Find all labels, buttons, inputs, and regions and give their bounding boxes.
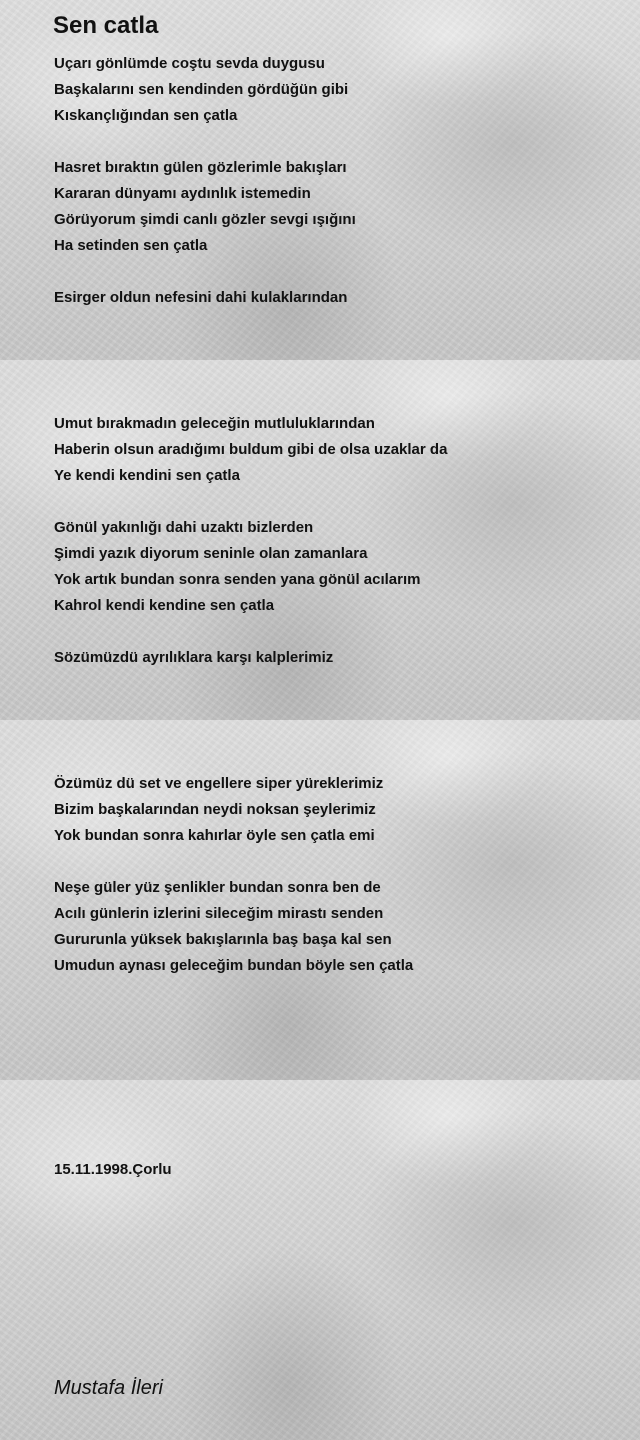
stanza — [54, 875, 413, 979]
stanza — [54, 645, 333, 671]
poem-line: Umut bırakmadın geleceğin mutluluklarından — [54, 415, 375, 432]
poem-line: Umudun aynası geleceğim bundan böyle sen çatla — [54, 957, 414, 974]
poem-line: Başkalarını sen kendinden gördüğün gibi — [54, 81, 349, 98]
poem-line: Bizim başkalarından neydi noksan şeylerimiz — [54, 801, 376, 818]
stanza — [54, 515, 420, 619]
poem-line: Gururunla yüksek bakışlarınla baş başa kal sen — [54, 931, 392, 948]
poem-line: Neşe güler yüz şenlikler bundan sonra ben de — [54, 879, 381, 896]
poem-line: Acılı günlerin izlerini sileceğim mirastı senden — [54, 905, 384, 922]
poem-line: Özümüz dü set ve engellere siper yüreklerimiz — [54, 775, 384, 792]
poem-line: Sözümüzdü ayrılıklara karşı kalplerimiz — [54, 649, 334, 666]
date-block — [54, 1157, 172, 1183]
poem-panel-3 — [0, 720, 640, 1080]
stanza — [54, 771, 383, 849]
poem-line: Şimdi yazık diyorum seninle olan zamanlara — [54, 545, 368, 562]
poem-author: Mustafa İleri — [54, 1377, 163, 1399]
poem-line: Uçarı gönlümde coştu sevda duygusu — [54, 55, 325, 72]
stanza — [54, 285, 347, 311]
poem-panel-2 — [0, 360, 640, 720]
poem-line: Görüyorum şimdi canlı gözler sevgi ışığını — [54, 211, 356, 228]
poem-line: Yok bundan sonra kahırlar öyle sen çatla emi — [54, 827, 375, 844]
poem-line: Hasret bıraktın gülen gözlerimle bakışları — [54, 159, 347, 176]
poem-panel-1 — [0, 0, 640, 360]
poem-line: Haberin olsun aradığımı buldum gibi de olsa uzaklar da — [54, 441, 448, 458]
poem-line: Yok artık bundan sonra senden yana gönül acılarım — [54, 571, 421, 588]
poem-line: Gönül yakınlığı dahi uzaktı bizlerden — [54, 519, 314, 536]
poem-title: Sen catla — [53, 12, 159, 39]
poem-line: Kararan dünyamı aydınlık istemedin — [54, 185, 311, 202]
stanza — [54, 51, 348, 129]
poem-line: Esirger oldun nefesini dahi kulaklarından — [54, 289, 348, 306]
poem-line: Kahrol kendi kendine sen çatla — [54, 597, 275, 614]
poem-line: Ha setinden sen çatla — [54, 237, 208, 254]
stanza — [54, 155, 356, 259]
poem-date: 15.11.1998.Çorlu — [54, 1161, 172, 1178]
poem-line: Kıskançlığından sen çatla — [54, 107, 238, 124]
poem-panel-4 — [0, 1080, 640, 1440]
stanza — [54, 411, 447, 489]
poem-line: Ye kendi kendini sen çatla — [54, 467, 240, 484]
